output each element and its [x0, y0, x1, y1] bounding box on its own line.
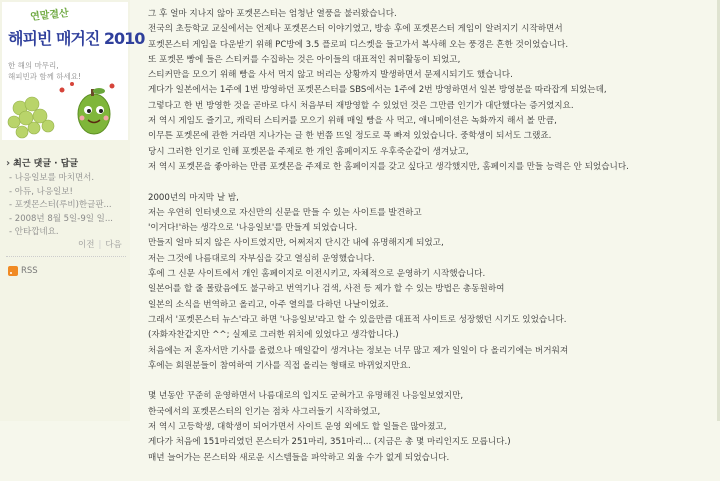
post-line: 저 역시 고등학생, 대학생이 되어가면서 사이트 운영 외에도 할 일들은 많아졌고,	[148, 422, 447, 433]
rss-link[interactable]	[8, 266, 38, 276]
recent-comments-heading: › 최근 댓글 · 답글	[6, 158, 79, 169]
post-line: 당시 그러한 인기로 인해 포켓몬을 주제로 한 개인 홈페이지도 우후죽순같이 생겨났고,	[148, 146, 469, 157]
banner-top-text: 연말결산	[29, 7, 70, 23]
post-line: 게다가 처음에 151마리였던 몬스터가 251마리, 351마리... (지금은 총 몇 마리인지도 모릅니다.)	[148, 437, 511, 448]
banner-subtitle: 한 해의 마무리, 해피빈과 함께 하세요!	[8, 61, 81, 81]
post-line: 그렇다고 한 번 방영한 것을 곧바로 다시 처음부터 재방영할 수 있었던 것은 그만큼 인기가 대단했다는 증거였지요.	[148, 100, 574, 111]
post-line: 또 포켓몬 빵에 들은 스티커를 수집하는 것은 아이들의 대표적인 취미활동이 되었고,	[148, 54, 461, 65]
post-line: 한국에서의 포켓몬스터의 인기는 점차 사그러들기 시작하였고,	[148, 406, 381, 417]
post-paragraph	[148, 389, 716, 465]
post-line: (자화자찬같지만 ^^; 실제로 그러한 위치에 있었다고 생각합니다.)	[148, 330, 399, 341]
rss-label: RSS	[21, 266, 38, 276]
post-line: 몇 년동안 꾸준히 운영하면서 나름대로의 입지도 굳혀가고 유명해진 나응일보였지만,	[148, 391, 464, 402]
post-line: 이무튼 포켓몬에 관한 거라면 지나가는 글 한 번쯤 뜨일 정도로 푹 빠져 있었습니다. 중학생이 되서도 그랬죠.	[148, 131, 552, 142]
rss-icon	[8, 266, 18, 276]
recent-comment-item[interactable]: - 아듀, 나응일보!	[9, 186, 128, 200]
post-line: '이거다!'하는 생각으로 '나응일보'를 만들게 되었습니다.	[148, 223, 358, 234]
recent-comment-item[interactable]: - 2008년 8월 5일-9일 일...	[9, 213, 128, 227]
pager-divider: |	[98, 240, 102, 250]
post-line: 일본어를 할 줄 몰랐음에도 불구하고 번역기나 검색, 사전 등 제가 할 수 있는 방법은 총동원하여	[148, 284, 505, 295]
post-line: 그 후 얼마 지나지 않아 포켓몬스터는 엄청난 열풍을 불러왔습니다.	[148, 9, 397, 19]
post-line: 만들지 얼마 되지 않은 사이트였지만, 어쩌저지 단시간 내에 유명해지게 되었고,	[148, 238, 444, 249]
chevron-right-icon: ›	[6, 158, 11, 169]
recent-comments-list	[6, 172, 128, 240]
post-line: 게다가 일본에서는 1주에 1번 방영하던 포켓몬스터를 SBS에서는 1주에 2번 방영하면서 일본 방영분을 따라잡게 되었는데,	[148, 85, 607, 96]
post-line: 후에 그 신문 사이트에서 개인 홈페이지로 이전시키고, 자체적으로 운영하기 시작했습니다.	[148, 269, 486, 280]
post-line: 매년 늘어가는 몬스터와 새로운 시스템들을 파악하고 외울 수가 없게 되었습니다.	[148, 452, 450, 463]
post-line: 저는 그것에 나름대로의 자부심을 갖고 열심히 운영했습니다.	[148, 253, 375, 264]
recent-comment-item[interactable]: - 나응일보를 마치면서.	[9, 172, 128, 186]
post-line: 2000년의 마지막 날 밤,	[148, 192, 239, 203]
post-line: 포켓몬스터 게임을 다운받기 위해 PC방에 3.5 플로피 디스켓을 들고가서 복사해 오는 풍경은 흔한 것이었습니다.	[148, 39, 569, 50]
post-line: 저 역시 포켓몬을 좋아하는 만큼 포켓몬을 주제로 한 홈페이지를 갖고 싶다고 생각했지만, 홈페이지를 만들 능력은 안 되었습니다.	[148, 161, 629, 172]
banner-title: 해피빈 매거진 2010	[8, 29, 145, 48]
post-body	[148, 7, 716, 481]
next-link[interactable]: 다음	[105, 240, 122, 250]
recent-comments	[6, 156, 128, 240]
sidebar	[0, 0, 145, 421]
post-line: 그래서 '포켓몬스터 뉴스'라고 하면 '나응일보'라고 할 수 있을만큼 대표적 사이트로 성장했던 시기도 있었습니다.	[148, 314, 567, 325]
post-line: 전국의 초등학교 교실에서는 언제나 포켓몬스터 이야기였고, 방송 후에 포켓몬스터 게임이 알려지기 시작하면서	[148, 24, 563, 35]
post-line: 저는 우연히 인터넷으로 자신만의 신문을 만들 수 있는 사이트를 발견하고	[148, 207, 422, 218]
post-paragraph	[148, 7, 716, 175]
recent-comment-item[interactable]: - 포켓몬스터(루비)한글판...	[9, 199, 128, 213]
post-paragraph	[148, 191, 716, 375]
sidebar-divider	[6, 256, 126, 257]
post-line: 처음에는 저 혼자서만 기사를 올렸으나 매일같이 생겨나는 정보는 너무 많고 제가 일일이 다 올리기에는 버거워져	[148, 345, 569, 356]
post-line: 일본의 소식을 번역하고 올리고, 아주 열의를 다하던 나날이었죠.	[148, 299, 389, 310]
grape-mascot-icon	[2, 78, 128, 140]
prev-link[interactable]: 이전	[78, 240, 95, 250]
recent-comment-item[interactable]: - 안타깝네요.	[9, 226, 128, 240]
happybean-magazine-banner[interactable]	[2, 2, 145, 140]
post-line: 스티커만을 모으기 위해 빵을 사서 먹지 않고 버리는 상황까지 발생하면서 문제시되기도 했습니다.	[148, 70, 513, 81]
recent-comments-pager	[78, 238, 122, 250]
post-line: 저 역시 게임도 즐기고, 캐릭터 스티커를 모으기 위해 매일 빵을 사 먹고, 애니메이션은 녹화까지 해서 볼 만큼,	[148, 116, 557, 127]
post-line: 후에는 회원분들이 참여하여 기사를 직접 올리는 형태로 바뀌었지만요.	[148, 360, 411, 371]
